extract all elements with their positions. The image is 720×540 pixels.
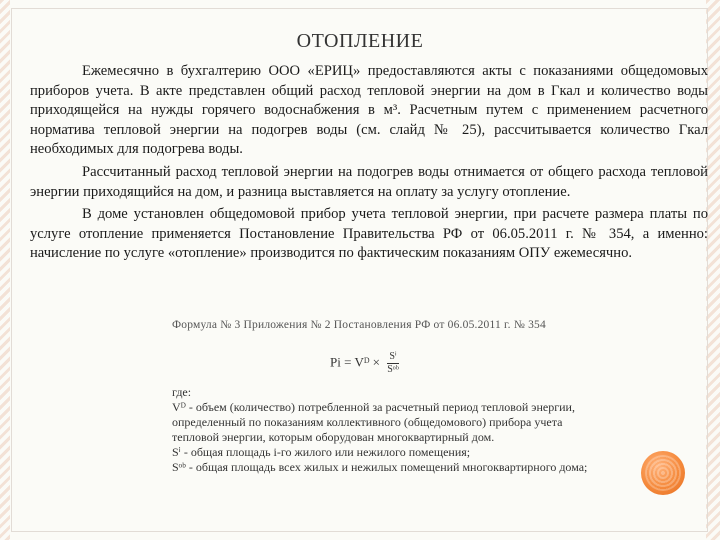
formula-image <box>150 315 595 490</box>
formula-caption: Формула № 3 Приложения № 2 Постановления РФ от 06.05.2011 г. № 354 <box>172 319 546 331</box>
decorative-stripe-left <box>0 0 10 540</box>
formula-expression <box>330 351 399 376</box>
decorative-stripe-right <box>706 0 720 540</box>
slide-title: ОТОПЛЕНИЕ <box>296 30 424 52</box>
definition-line: Vᴰ - объем (количество) потребленной за расчетный период тепловой энергии, определенный по показаниям коллективного (общедомового) прибора учета тепловой энергии, которым оборудован многоквартирный дом. <box>172 400 575 444</box>
formula-definitions <box>172 385 592 475</box>
formula-numerator: Sⁱ <box>387 351 399 364</box>
definition-line: Sᵒᵇ - общая площадь всех жилых и нежилых помещений многоквартирного дома; <box>172 460 588 474</box>
paragraph-1: Ежемесячно в бухгалтерию ООО «ЕРИЦ» предоставляются акты с показаниями общедомовых приборов учета. В акте представлен общий расход тепловой энергии на дом в Гкал и количество воды приходящейся на нужды горячего водоснабжения в м³. Расчетным путем с применением расчетного норматива тепловой энергии на подогрев воды (см. слайд № 25), рассчитывается количество Гкал необходимых для подогрева воды. <box>30 63 708 158</box>
slide-body <box>30 62 708 267</box>
definition-line: Sⁱ - общая площадь i-го жилого или нежилого помещения; <box>172 445 471 459</box>
formula-fraction <box>387 351 399 376</box>
formula-lhs: Pi = Vᴰ × <box>330 354 380 370</box>
definition-line: где: <box>172 385 192 399</box>
decorative-circle <box>641 451 685 495</box>
paragraph-2: Рассчитанный расход тепловой энергии на подогрев воды отнимается от общего расхода тепловой энергии приходящийся на дом, и разница выставляется на оплату за услугу отопление. <box>30 163 708 200</box>
paragraph-3: В доме установлен общедомовой прибор учета тепловой энергии, при расчете размера платы по услуге отопление применяется Постановление Правительства РФ от 06.05.2011 г. № 354, а именно: начисление по услуге «отопление» производится по фактическим показаниям ОПУ ежемесячно. <box>30 206 708 262</box>
formula-denominator: Sᵒᵇ <box>387 364 399 375</box>
